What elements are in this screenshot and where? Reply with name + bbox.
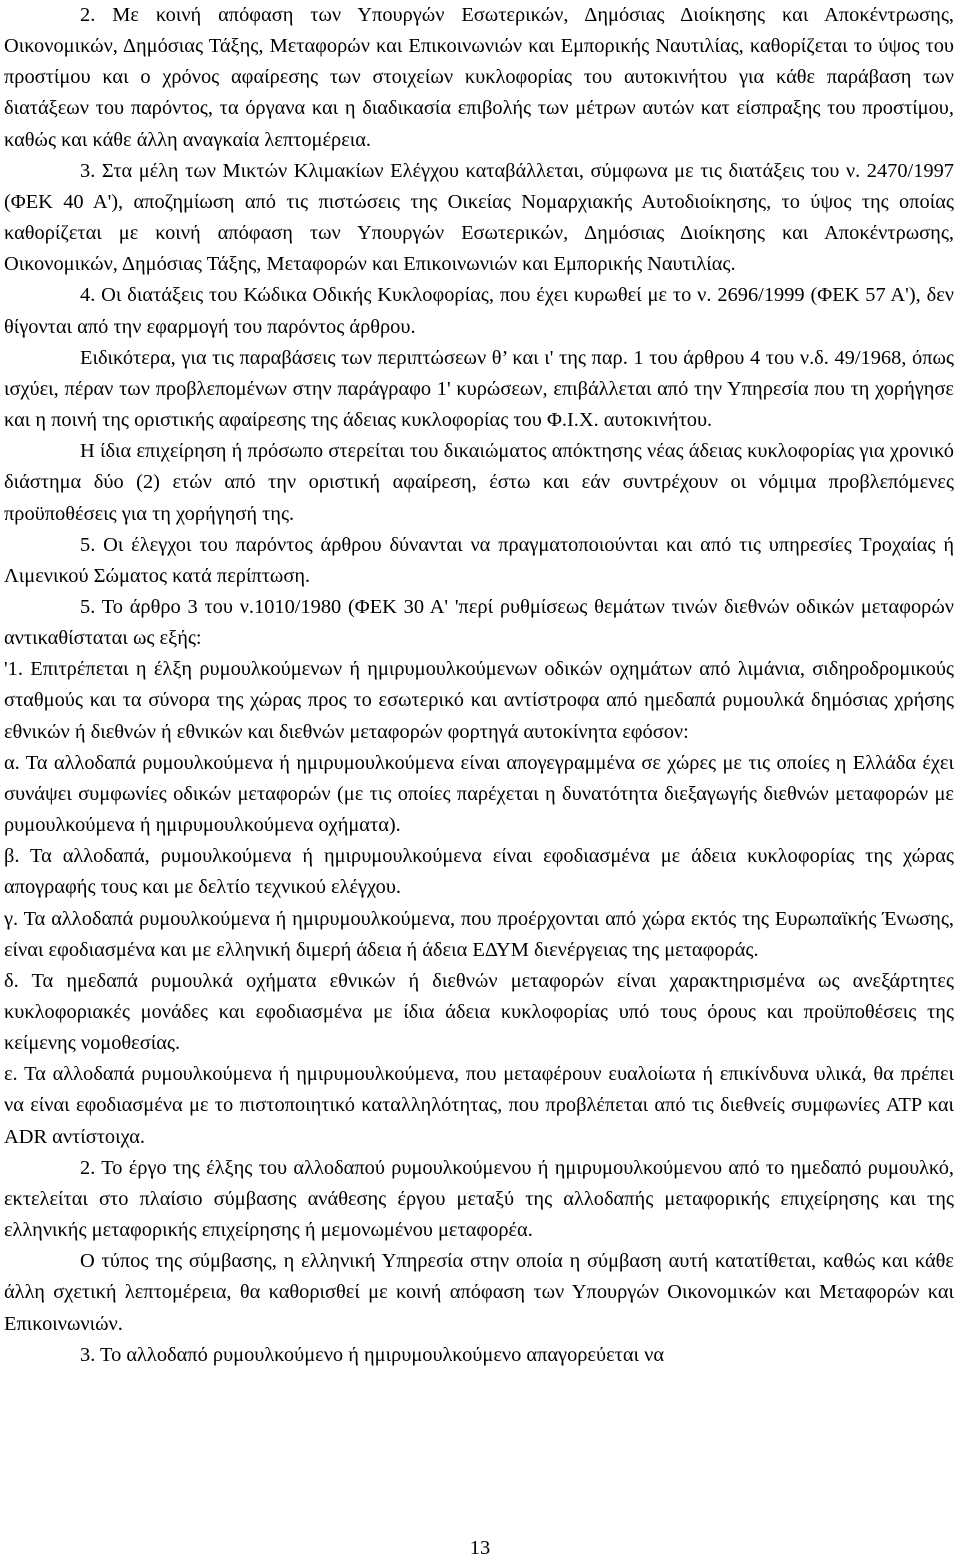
paragraph-2-joint-decision: 2. Με κοινή απόφαση των Υπουργών Εσωτερικών, Δημόσιας Διοίκησης και Αποκέντρωσης, Οικονομικών, Δημόσιας Τάξης, Μεταφορών και Επικοινωνιών και Εμπορικής Ναυτιλίας, καθορίζεται το ύψος του προστίμου και ο χρόνος αφαίρεσης των στοιχείων κυκλοφορίας του αυτοκινήτου για κάθε παράβαση των διατάξεων του παρόντος, τα όργανα και η διαδικασία επιβολής των μέτρων αυτών κατ είσπραξης του προστίμου, καθώς και κάθε άλλη αναγκαία λεπτομέρεια.: [4, 4, 954, 151]
paragraph-item-delta: δ. Τα ημεδαπά ρυμουλκά οχήματα εθνικών ή διεθνών μεταφορών είναι χαρακτηρισμένα ως ανεξάρτητες κυκλοφοριακές μονάδες και εφοδιασμένα με ίδια άδεια κυκλοφορίας υπό τους όρους και προϋποθέσεις της κείμενης νομοθεσίας.: [4, 969, 954, 1055]
paragraph-item-gamma: γ. Τα αλλοδαπά ρυμουλκούμενα ή ημιρυμουλκούμενα, που προέρχονται από χώρα εκτός της Ευρωπαϊκής Ένωσης, είναι εφοδιασμένα και με ελληνική διμερή άδεια ή άδεια ΕΔΥΜ διενέργειας της μεταφοράς.: [4, 907, 954, 961]
paragraph-item-beta: β. Τα αλλοδαπά, ρυμουλκούμενα ή ημιρυμουλκούμενα είναι εφοδιασμένα με άδεια κυκλοφορίας της χώρας απογραφής τους και με δελτίο τεχνικού ελέγχου.: [4, 845, 954, 899]
paragraph-2-towing-contract: 2. Το έργο της έλξης του αλλοδαπού ρυμουλκούμενου ή ημιρυμουλκούμενου από το ημεδαπό ρυμουλκό, εκτελείται στο πλαίσιο σύμβασης ανάθεσης έργου μεταξύ της αλλοδαπής μεταφορικής επιχείρησης και της ελληνικής μεταφορικής επιχείρησης ή μεμονωμένου μεταφορέα.: [4, 1156, 954, 1242]
paragraph-4-traffic-code: 4. Οι διατάξεις του Κώδικα Οδικής Κυκλοφορίας, που έχει κυρωθεί με το ν. 2696/1999 (ΦΕΚ 57 Α'), δεν θίγονται από την εφαρμογή του παρόντος άρθρου.: [4, 284, 954, 338]
paragraph-license-deprivation: Η ίδια επιχείρηση ή πρόσωπο στερείται του δικαιώματος απόκτησης νέας άδειας κυκλοφορίας για χρονικό διάστημα δύο (2) ετών από την οριστική αφαίρεση, έστω και εάν συντρέχουν οι νόμιμα προβλεπόμενες προϋποθέσεις για τη χορήγησή της.: [4, 440, 954, 525]
paragraph-contract-type: Ο τύπος της σύμβασης, η ελληνική Υπηρεσία στην οποία η σύμβαση αυτή κατατίθεται, καθώς και κάθε άλλη σχετική λεπτομέρεια, θα καθορισθεί με κοινή απόφαση των Υπουργών Οικονομικών και Μεταφορών και Επικοινωνιών.: [4, 1250, 954, 1335]
document-body: [4, 0, 954, 1371]
paragraph-item-epsilon: ε. Τα αλλοδαπά ρυμουλκούμενα ή ημιρυμουλκούμενα, που μεταφέρουν ευαλοίωτα ή επικίνδυνα υλικά, θα πρέπει να είναι εφοδιασμένα με το πιστοποιητικό καταλληλότητας, που προβλέπεται από τις διεθνείς συμφωνίες ATP και ADR αντίστοιχα.: [4, 1063, 954, 1148]
paragraph-3-prohibition: 3. Το αλλοδαπό ρυμουλκούμενο ή ημιρυμουλκούμενο απαγορεύεται να: [80, 1343, 665, 1366]
paragraph-3-compensation: 3. Στα μέλη των Μικτών Κλιμακίων Ελέγχου καταβάλλεται, σύμφωνα με τις διατάξεις του ν. 2470/1997 (ΦΕΚ 40 Α'), αποζημίωση από τις πιστώσεις της Οικείας Νομαρχιακής Αυτοδιοίκησης, το ύψος της οποίας καθορίζεται με κοινή απόφαση των Υπουργών Εσωτερικών, Δημόσιας Διοίκησης και Αποκέντρωσης, Οικονομικών, Δημόσιας Τάξης, Μεταφορών και Επικοινωνιών και Εμπορικής Ναυτιλίας.: [4, 159, 954, 276]
paragraph-5-inspections: 5. Οι έλεγχοι του παρόντος άρθρου δύνανται να πραγματοποιούνται και από τις υπηρεσίες Τροχαίας ή Λιμενικού Σώματος κατά περίπτωση.: [4, 533, 954, 587]
paragraph-specific-violations: Ειδικότερα, για τις παραβάσεις των περιπτώσεων θ’ και ι' της παρ. 1 του άρθρου 4 του ν.δ. 49/1968, όπως ισχύει, πέραν των προβλεπομένων στην παράγραφο 1' κυρώσεων, επιβάλλεται από την Υπηρεσία που τη χορήγησε και η ποινή της οριστικής αφαίρεσης της άδειας κυκλοφορίας του Φ.Ι.Χ. αυτοκινήτου.: [4, 346, 954, 432]
paragraph-item-alpha: α. Τα αλλοδαπά ρυμουλκούμενα ή ημιρυμουλκούμενα είναι απογεγραμμένα σε χώρες με τις οποίες η Ελλάδα έχει συνάψει συμφωνίες οδικών μεταφορών (με τις οποίες παρέχεται η δυνατότητα διεξαγωγής διεθνών μεταφορών με ρυμουλκούμενα ή ημιρυμουλκούμενα οχήματα).: [4, 751, 954, 837]
paragraph-5-article-3-replacement: 5. Το άρθρο 3 του ν.1010/1980 (ΦΕΚ 30 Α' 'περί ρυθμίσεως θεμάτων τινών διεθνών οδικών μεταφορών αντικαθίσταται ως εξής:: [4, 595, 954, 650]
paragraph-1-towing-permitted: '1. Επιτρέπεται η έλξη ρυμουλκούμενων ή ημιρυμουλκούμενων οδικών οχημάτων από λιμάνια, σιδηροδρομικούς σταθμούς και τα σύνορα της χώρας προς το εσωτερικό και αντίστροφα από ημεδαπά ρυμουλκά δημόσιας χρήσης εθνικών ή διεθνών ή εθνικών και διεθνών μεταφορών φορτηγά αυτοκίνητα εφόσον:: [4, 658, 954, 743]
page-number: 13: [469, 1537, 491, 1559]
